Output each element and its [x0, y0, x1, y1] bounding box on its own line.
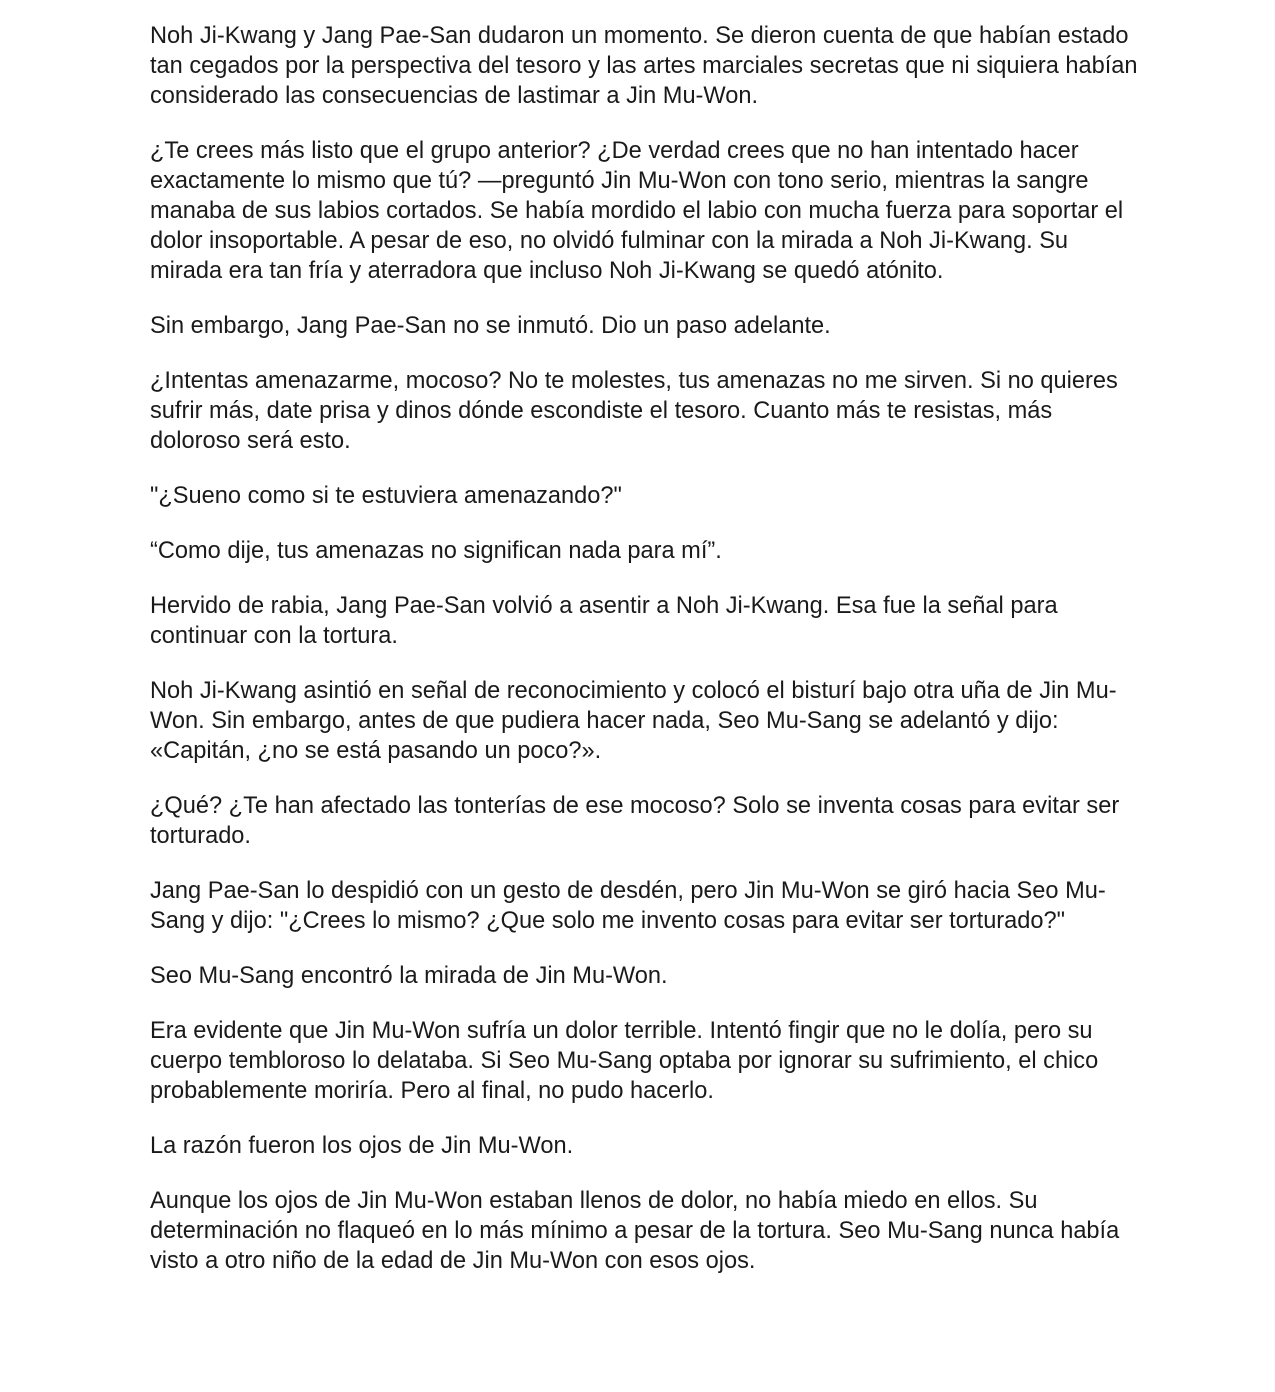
- paragraph-11: Seo Mu-Sang encontró la mirada de Jin Mu-Won.: [150, 963, 668, 989]
- paragraph-12: Era evidente que Jin Mu-Won sufría un dolor terrible. Intentó fingir que no le dolía, pero su cuerpo tembloroso lo delataba. Si Seo Mu-Sang optaba por ignorar su sufrimiento, el chico probablemente moriría. Pero al final, no pudo hacerlo.: [150, 1018, 1099, 1104]
- paragraph-5: "¿Sueno como si te estuviera amenazando?": [150, 483, 622, 509]
- paragraph-9: ¿Qué? ¿Te han afectado las tonterías de ese mocoso? Solo se inventa cosas para evitar ser torturado.: [150, 793, 1120, 849]
- paragraph-6: “Como dije, tus amenazas no significan nada para mí”.: [150, 538, 722, 564]
- paragraph-2: ¿Te crees más listo que el grupo anterior? ¿De verdad crees que no han intentado hacer exactamente lo mismo que tú? —preguntó Jin Mu-Won con tono serio, mientras la sangre manaba de sus labios cortados. Se había mordido el labio con mucha fuerza para soportar el dolor insoportable. A pesar de eso, no olvidó fulminar con la mirada a Noh Ji-Kwang. Su mirada era tan fría y aterradora que incluso Noh Ji-Kwang se quedó atónito.: [150, 138, 1124, 284]
- document-page: [150, 21, 1140, 1301]
- paragraph-10: Jang Pae-San lo despidió con un gesto de desdén, pero Jin Mu-Won se giró hacia Seo Mu-Sang y dijo: "¿Crees lo mismo? ¿Que solo me invento cosas para evitar ser torturado?": [150, 878, 1106, 934]
- paragraph-3: Sin embargo, Jang Pae-San no se inmutó. Dio un paso adelante.: [150, 313, 831, 339]
- paragraph-14: Aunque los ojos de Jin Mu-Won estaban llenos de dolor, no había miedo en ellos. Su determinación no flaqueó en lo más mínimo a pesar de la tortura. Seo Mu-Sang nunca había visto a otro niño de la edad de Jin Mu-Won con esos ojos.: [150, 1188, 1120, 1274]
- paragraph-4: ¿Intentas amenazarme, mocoso? No te molestes, tus amenazas no me sirven. Si no quieres sufrir más, date prisa y dinos dónde escondiste el tesoro. Cuanto más te resistas, más doloroso será esto.: [150, 368, 1118, 454]
- paragraph-7: Hervido de rabia, Jang Pae-San volvió a asentir a Noh Ji-Kwang. Esa fue la señal para continuar con la tortura.: [150, 593, 1058, 649]
- paragraph-8: Noh Ji-Kwang asintió en señal de reconocimiento y colocó el bisturí bajo otra uña de Jin Mu-Won. Sin embargo, antes de que pudiera hacer nada, Seo Mu-Sang se adelantó y dijo: «Capitán, ¿no se está pasando un poco?».: [150, 678, 1117, 764]
- paragraph-13: La razón fueron los ojos de Jin Mu-Won.: [150, 1133, 574, 1159]
- paragraph-1: Noh Ji-Kwang y Jang Pae-San dudaron un momento. Se dieron cuenta de que habían estado tan cegados por la perspectiva del tesoro y las artes marciales secretas que ni siquiera habían considerado las consecuencias de lastimar a Jin Mu-Won.: [150, 23, 1138, 109]
